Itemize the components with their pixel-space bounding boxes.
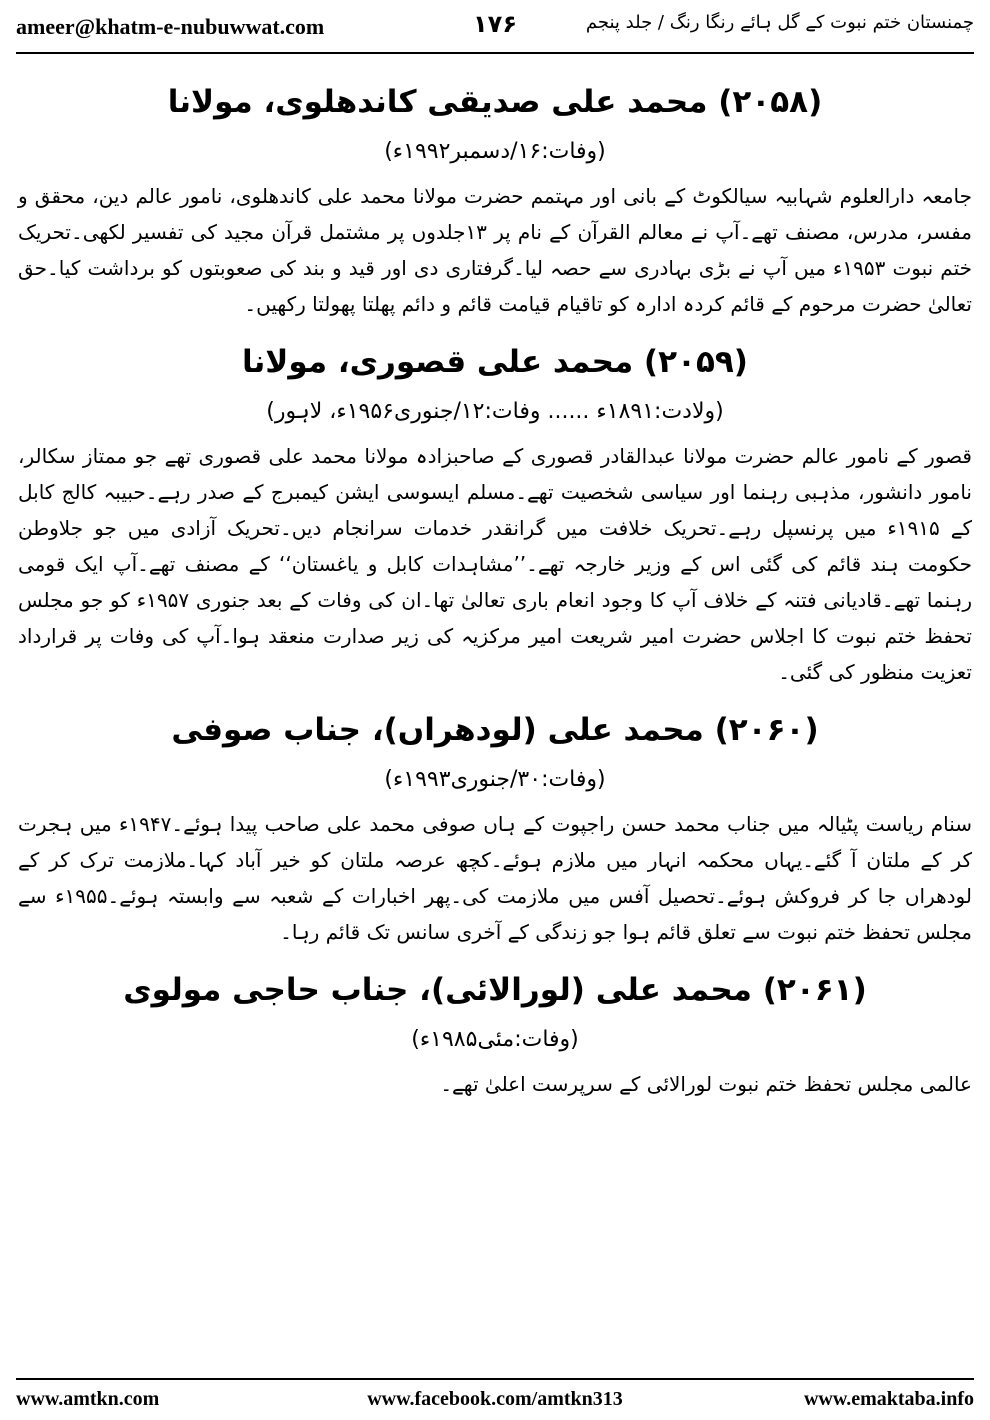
footer-link-amtkn[interactable]: www.amtkn.com [16, 1388, 160, 1410]
entry-title: (۲۰۵۹) محمد علی قصوری، مولانا [242, 344, 748, 380]
entry-body: عالمی مجلس تحفظ ختم نبوت لورالائی کے سرپرست اعلیٰ تھے۔ [440, 1072, 972, 1096]
entry-dates: (ولادت:۱۸۹۱ء ...... وفات:۱۲/جنوری۱۹۵۶ء، لاہور) [266, 399, 724, 424]
entry-title: (۲۰۵۸) محمد علی صدیقی کاندھلوی، مولانا [167, 84, 823, 120]
entry-2058 [18, 80, 972, 322]
header-email: ameer@khatm-e-nubuwwat.com [16, 14, 325, 39]
entry-title: (۲۰۶۰) محمد علی (لودھراں)، جناب صوفی [171, 712, 819, 748]
entry-body: جامعہ دارالعلوم شہابیہ سیالکوٹ کے بانی اور مہتمم حضرت مولانا محمد علی کاندھلوی، نامور عالم دین، محقق و مفسر، مدرس، مصنف تھے۔آپ نے معالم القرآن کے نام پر ۱۳جلدوں پر مشتمل قرآن مجید کی تفسیر لکھی۔تحریک ختم نبوت ۱۹۵۳ء میں آپ نے بڑی بہادری سے حصہ لیا۔گرفتاری دی اور قید و بند کی صعوبتوں کو برداشت کیا۔حق تعالیٰ حضرت مرحوم کے قائم کردہ ادارہ کو تاقیام قیامت قائم و دائم پھلتا پھولتا رکھیں۔ [18, 184, 972, 316]
entry-body: قصور کے نامور عالم حضرت مولانا عبدالقادر قصوری کے صاحبزادہ مولانا محمد علی قصوری تھے جو ممتاز سکالر، نامور دانشور، مذہبی رہنما اور سیاسی شخصیت تھے۔مسلم ایسوسی ایشن کیمبرج کے صدر رہے۔حبیبہ کالج کابل کے ۱۹۱۵ء میں پرنسپل رہے۔تحریک خلافت میں گرانقدر خدمات سرانجام دیں۔تحریک آزادی میں جو جلاوطن حکومت ہند قائم کی گئی اس کے وزیر خارجہ تھے۔’’مشاہدات کابل و یاغستان‘‘ کے مصنف تھے۔آپ ایک قومی رہنما تھے۔قادیانی فتنہ کے خلاف آپ کا وجود انعام باری تعالیٰ تھا۔ان کی وفات کے بعد جنوری ۱۹۵۷ء کو جو مجلس تحفظ ختم نبوت کا اجلاس حضرت امیر شریعت امیر مرکزیہ کی زیر صدارت منعقد ہوا۔آپ کی وفات پر قرارداد تعزیت منظور کی گئی۔ [18, 444, 972, 684]
entry-body: سنام ریاست پٹیالہ میں جناب محمد حسن راجپوت کے ہاں صوفی محمد علی صاحب پیدا ہوئے۔۱۹۴۷ء میں ہجرت کر کے ملتان آ گئے۔یہاں محکمہ انہار میں ملازم ہوئے۔کچھ عرصہ ملتان کو خیر آباد کہا۔ملازمت ترک کر کے لودھراں جا کر فروکش ہوئے۔تحصیل آفس میں ملازمت کی۔پھر اخبارات کے شعبہ سے وابستہ ہوئے۔۱۹۵۵ء سے مجلس تحفظ ختم نبوت سے تعلق قائم ہوا جو زندگی کے آخری سانس تک قائم رہا۔ [18, 812, 972, 944]
page-content [18, 62, 972, 1368]
footer-link-emaktaba[interactable]: www.emaktaba.info [803, 1388, 974, 1410]
entry-2059 [18, 340, 972, 690]
entry-dates: (وفات:۱۶/دسمبر۱۹۹۲ء) [384, 139, 606, 164]
page-number: ۱۷۶ [473, 10, 517, 38]
entry-title: (۲۰۶۱) محمد علی (لورالائی)، جناب حاجی مولوی [123, 972, 867, 1008]
entry-2060 [18, 708, 972, 950]
footer-link-facebook[interactable]: www.facebook.com/amtkn313 [367, 1388, 623, 1410]
entry-dates: (وفات:۳۰/جنوری۱۹۹۳ء) [384, 767, 606, 792]
entry-2061 [18, 968, 972, 1102]
page-header [16, 0, 974, 54]
book-title: چمنستان ختم نبوت کے گل ہائے رنگا رنگ / جلد پنجم [585, 12, 974, 33]
entry-dates: (وفات:مئی۱۹۸۵ء) [411, 1027, 579, 1052]
page-footer [16, 1378, 974, 1420]
